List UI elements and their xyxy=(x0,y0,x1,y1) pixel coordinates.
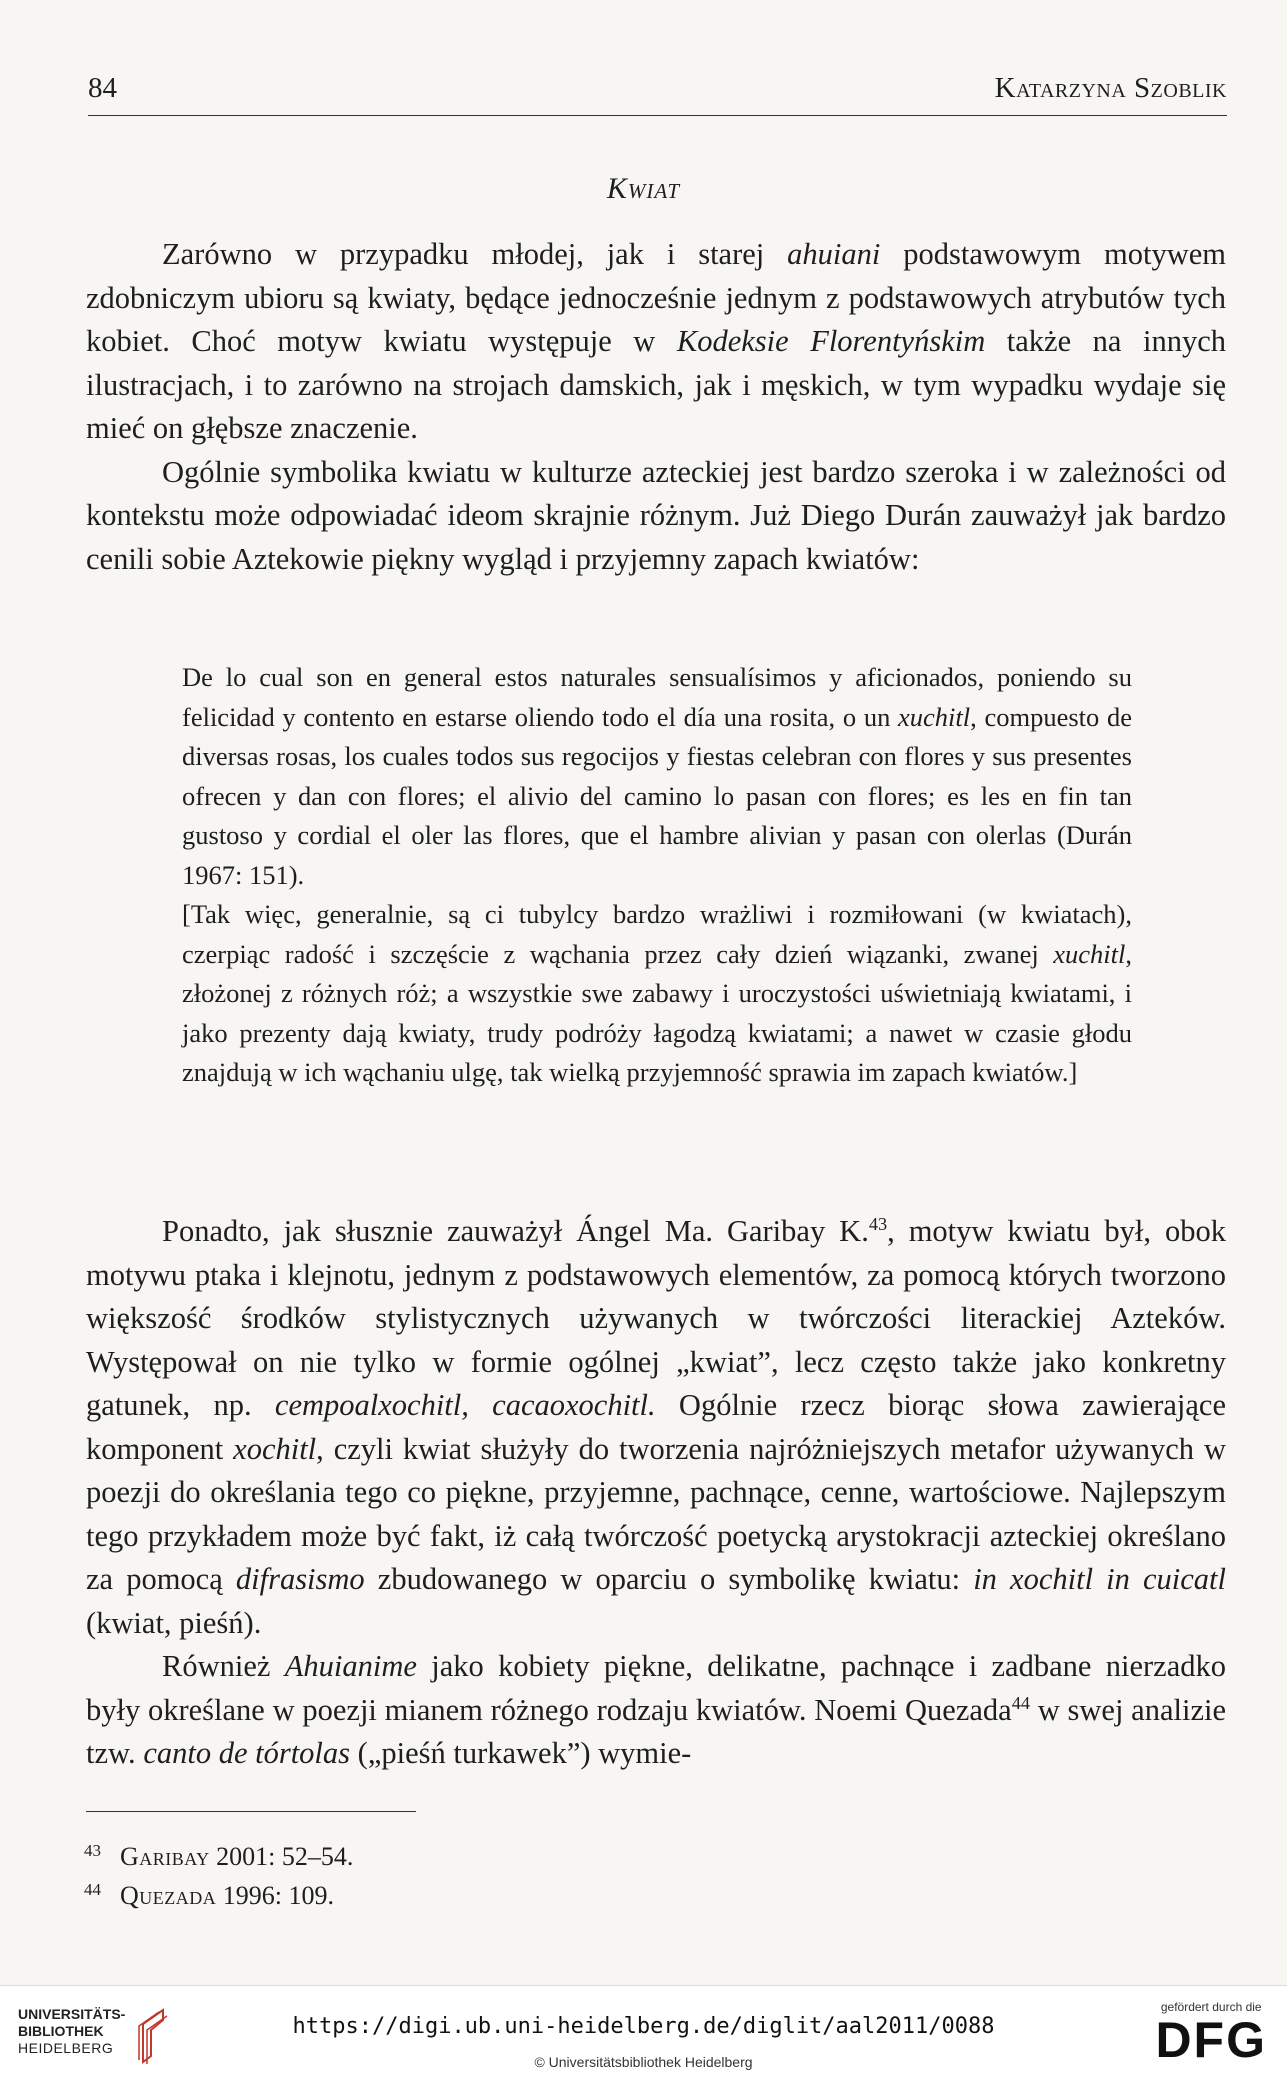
page-number: 84 xyxy=(88,72,117,104)
block-quote xyxy=(182,658,1132,1093)
digitization-footer xyxy=(0,1985,1287,2090)
running-head xyxy=(88,72,1227,116)
library-logo[interactable]: UNIVERSITÄTS- BIBLIOTHEK HEIDELBERG xyxy=(18,2006,173,2066)
footnotes xyxy=(84,1837,354,1915)
copyright-notice: © Universitätsbibliothek Heidelberg xyxy=(534,2054,753,2070)
paragraph-1: Zarówno w przypadku młodej, jak i starej ahuiani podstawowym motywem zdobniczym ubioru są kwiaty, będące jednocześnie jednym z podstawowych atrybutów tych kobiet. Choć motyw kwiatu występuje w Kodeksie Florentyńskim także na innych ilustracjach, i to zarówno na strojach damskich, jak i męskich, w tym wypadku wydaje się mieć on głębsze znaczenie. xyxy=(86,237,1226,445)
quote-polish-translation: [Tak więc, generalnie, są ci tubylcy bardzo wrażliwi i rozmiłowani (w kwiatach), czerpiąc radość i szczęście z wąchania przez cały dzień wiązanki, zwanej xuchitl, złożonej z różnych róż; a wszystkie swe zabawy i uroczystości uświetniają kwiatami, i jako prezenty dają kwiaty, trudy podróży łagodzą kwiatami; a nawet w czasie głodu znajdują w ich wąchaniu ulgę, tak wielką przyjemność sprawia im zapach kwiatów.] xyxy=(182,899,1132,1087)
footnote-43: 43 Garibay 2001: 52–54. xyxy=(84,1841,354,1871)
dfg-logo[interactable]: gefördert durch die DFG xyxy=(1155,2000,1267,2068)
footnote-ref-44[interactable]: 44 xyxy=(1011,1692,1030,1713)
paragraph-2: Ogólnie symbolika kwiatu w kulturze azteckiej jest bardzo szeroka i w zależności od kontekstu może odpowiadać ideom skrajnie różnym. Już Diego Durán zauważył jak bardzo cenili sobie Aztekowie piękny wygląd i przyjemny zapach kwiatów: xyxy=(86,454,1226,576)
main-text-bottom xyxy=(86,1210,1226,1776)
footnote-44: 44 Quezada 1996: 109. xyxy=(84,1880,334,1910)
running-head-author: Katarzyna Szoblik xyxy=(994,72,1227,104)
quote-spanish: De lo cual son en general estos naturales sensualísimos y aficionados, poniendo su felicidad y contento en estarse oliendo todo el día una rosita, o un xuchitl, compuesto de diversas rosas, los cuales todos sus regocijos y fiestas celebran con flores y sus presentes ofrecen y dan con flores; el alivio del camino lo pasan con flores; es les en fin tan gustoso y cordial el oler las flores, que el hambre alivian y pasan con olerlas (Durán 1967: 151). xyxy=(182,662,1133,890)
paragraph-4: Również Ahuianime jako kobiety piękne, delikatne, pachnące i zadbane nierzadko były określane w poezji mianem różnego rodzaju kwiatów. Noemi Quezada$^{44}$ w swej analizie tzw. canto de tórtolas („pieśń turkawek”) wymie- xyxy=(86,1649,1226,1770)
footnote-ref-43[interactable]: 43 xyxy=(868,1213,888,1234)
paragraph-3: Ponadto, jak słusznie zauważył Ángel Ma. Garibay K.$^{43}$, motyw kwiatu był, obok motywu ptaka i klejnotu, jednym z podstawowych elementów, za pomocą których tworzono większość środków stylistycznych używanych w twórczości literackiej Azteków. Występował on nie tylko w formie ogólnej „kwiat”, lecz często także jako konkretny gatunek, np. cempoalxochitl, cacaoxochitl. Ogólnie rzecz biorąc słowa zawierające komponent xochitl, czyli kwiat służyły do tworzenia najróżniejszych metafor używanych w poezji do określania tego co piękne, przyjemne, pachnące, cenne, wartościowe. Najlepszym tego przykładem może być fakt, iż całą twórczość poetycką arystokracji azteckiej określano za pomocą difrasismo zbudowanego w oparciu o symbolikę kwiatu: in xochitl in cuicatl (kwiat, pieśń). xyxy=(86,1213,1226,1640)
section-title: Kwiat xyxy=(606,172,681,205)
footnote-divider xyxy=(86,1811,416,1812)
document-url-link[interactable]: https://digi.ub.uni-heidelberg.de/diglit/aal2011/0088 xyxy=(292,2014,995,2039)
main-text-top xyxy=(86,233,1226,581)
